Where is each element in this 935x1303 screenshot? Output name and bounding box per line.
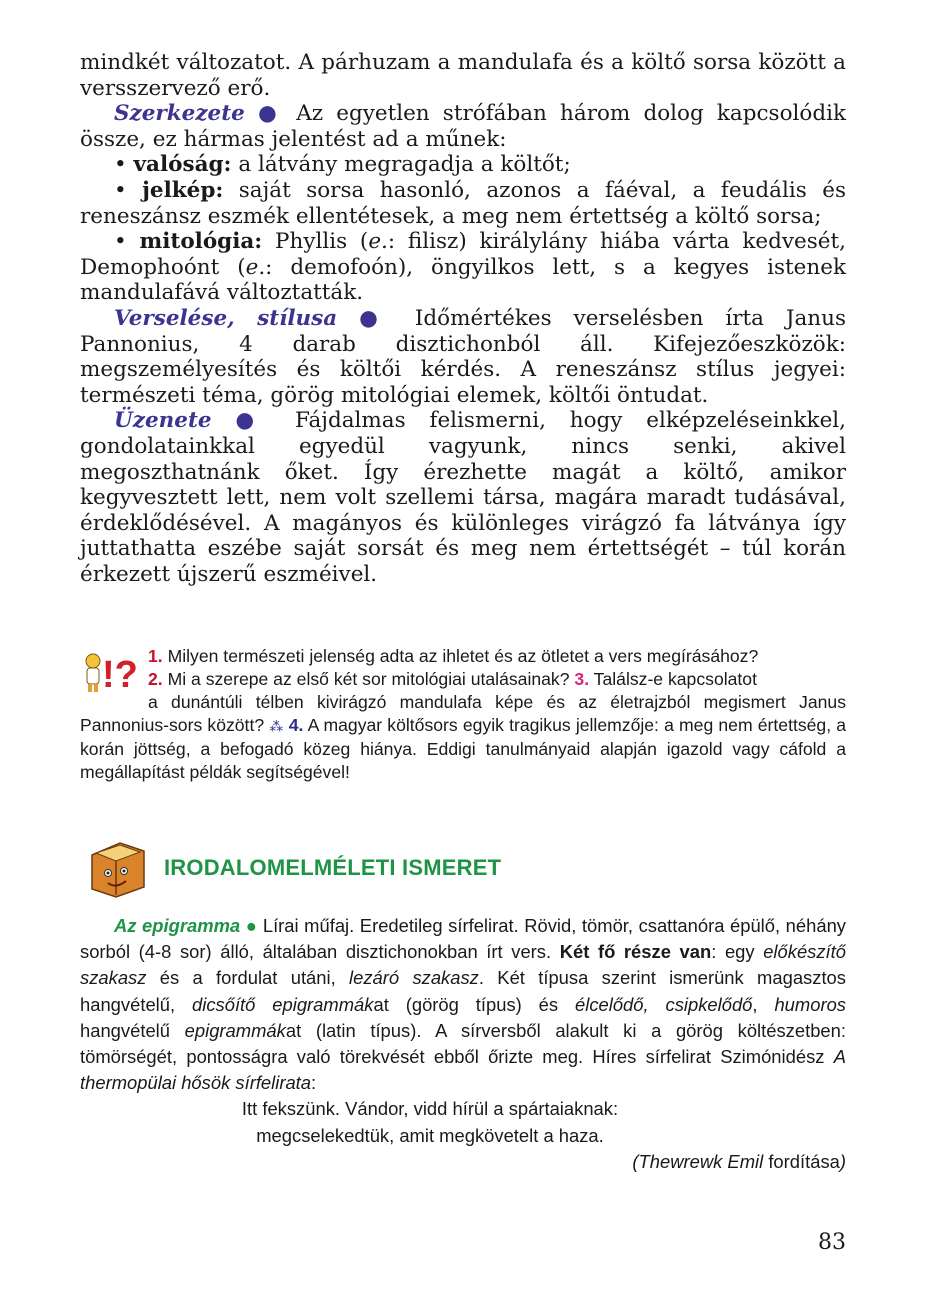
quote-line-2: megcselekedtük, amit megkövetelt a haza. — [256, 1124, 604, 1146]
bullet-dot: • — [114, 229, 127, 255]
bullet-dot: • — [114, 177, 127, 203]
question-3-4: a dunántúli télben kivirágzó mandulafa képe és az életrajzból megismert Janus Pannonius-sors között? ⁂ 4. A magyar költősors egyik tragikus jellemzője: a meg nem értettség, a korán jöttség, a befogadó közeg hiánya. Eddigi tanulmányaid alapján igazold vagy cáfold a megállapítást példák segítségével! — [80, 692, 847, 782]
bullet-item-symbol: • jelkép: saját sorsa hasonló, azonos a fáéval, a feudális és reneszánsz eszmék ellentétesek, a meg nem értettség a költő sorsa; — [80, 177, 846, 229]
analysis-section — [80, 50, 846, 587]
star-cluster-icon: ⁂ — [269, 718, 284, 734]
quote-line-1: Itt fekszünk. Vándor, vidd hírül a spártaiaknak: — [241, 1098, 619, 1120]
page-number: 83 — [818, 1230, 846, 1255]
question-2-3: 2. Mi a szerepe az első két sor mitológiai utalásainak? 3. Találsz-e kapcsolatot — [148, 669, 757, 689]
section-title: IRODALOMELMÉLETI ISMERET — [164, 855, 502, 880]
message-paragraph: Üzenete ● Fájdalmas felismerni, hogy elképzeléseinkkel, gondolatainkkal egyedül vagyunk, nincs senki, akivel megoszthatnánk őket. Így érezhette magát a költő, amikor kegyvesztett lett, nem volt szellemi társa, magára maradt tudásával, érdeklődésével. A magányos és különleges virágzó fa látványa így juttathatta eszébe saját sorsát és meg nem értettségét – túl korán érkezett újszerű eszméivel. — [80, 408, 846, 587]
bullet-dot: • — [114, 152, 127, 178]
section-header — [86, 836, 501, 900]
bullet-symbol: ● — [257, 101, 284, 127]
questions-box — [80, 645, 846, 784]
message-label: Üzenete — [114, 408, 212, 434]
book-icon — [86, 837, 150, 899]
translator-credit: (Thewrewk Emil fordítása) — [632, 1150, 846, 1172]
epigram-label: Az epigramma — [114, 915, 241, 936]
bullet-item-reality: • valóság: a látvány megragadja a költőt; — [114, 152, 571, 178]
question-exclamation-icon — [80, 649, 138, 695]
intro-paragraph: mindkét változatot. A párhuzam a mandulafa és a költő sorsa között a versszervező erő. — [80, 50, 846, 101]
question-1: 1. Milyen természeti jelenség adta az ihletet és az ötletet a vers megírásához? — [148, 646, 759, 666]
epigram-paragraph: Az epigramma ● Lírai műfaj. Eredetileg sírfelirat. Rövid, tömör, csattanóra épülő, néhány sorból (4-8 sor) álló, általában disztichonokban írt vers. Két fő része van: egy előkészítő szakasz és a fordulat utáni, lezáró szakasz. Két típusa szerint ismerünk magasztos hangvételű, dicsőítő epigrammákat (görög típus) és élcelődő, csipkelődő, humoros hangvételű epigrammákat (latin típus). A sírversből alakult ki a görög költészetben: tömörségét, pontosságra való törekvését ebből őrizte meg. Híres sírfelirat Szimónidész A thermopülai hősök sírfelirata: — [80, 915, 847, 1094]
versification-paragraph: Verselése, stílusa ● Időmértékes verselésben írta Janus Pannonius, 4 darab disztichonból áll. Kifejezőeszközök: megszemélyesítés és költői kérdés. A reneszánsz stílus jegyei: természeti téma, görög mitológiai elemek, költői öntudat. — [80, 305, 847, 408]
epitaph-quote — [210, 1096, 650, 1148]
theory-section — [80, 913, 846, 1175]
svg-text:!?: !? — [102, 654, 138, 695]
structure-label: Szerkezete — [114, 101, 245, 127]
bullet-item-mythology: • mitológia: Phyllis (e.: filisz) királylány hiába várta kedvesét, Demophoónt (e.: demofoón), öngyilkos lett, s a kegyes istenek mandulafává változtatták. — [80, 229, 846, 306]
structure-paragraph: Szerkezete ● Az egyetlen strófában három dolog kapcsolódik össze, ez hármas jelentést ad a műnek: — [80, 101, 847, 152]
versification-label: Verselése, stílusa — [114, 305, 338, 331]
